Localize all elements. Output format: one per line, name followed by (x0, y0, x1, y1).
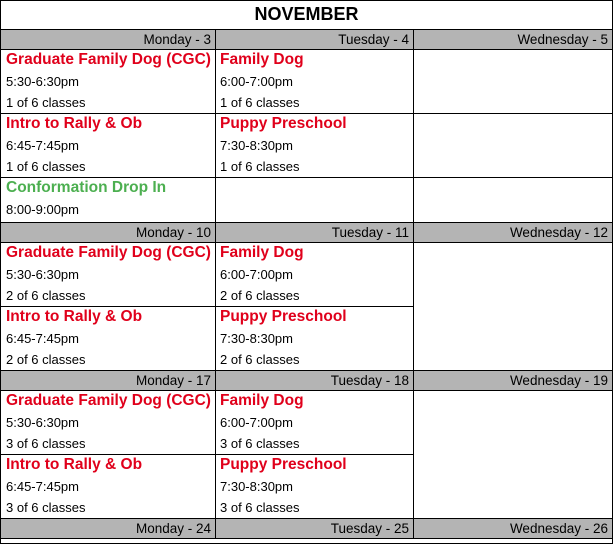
class-entry (215, 390, 413, 454)
class-entry (1, 390, 215, 454)
class-name: Intro to Rally & Ob (6, 308, 143, 325)
class-entry (215, 49, 413, 113)
class-entry (215, 113, 413, 177)
grid-line (215, 29, 216, 49)
grid-line (413, 370, 414, 390)
class-count: 3 of 6 classes (6, 436, 86, 451)
class-count: 2 of 6 classes (220, 288, 300, 303)
grid-line (215, 222, 216, 242)
class-count: 3 of 6 classes (220, 436, 300, 451)
class-count: 2 of 6 classes (6, 288, 86, 303)
grid-line (0, 538, 613, 539)
class-entry (215, 454, 413, 518)
grid-line (215, 390, 216, 518)
class-time: 5:30-6:30pm (6, 267, 79, 282)
class-time: 5:30-6:30pm (6, 415, 79, 430)
class-time: 7:30-8:30pm (220, 479, 293, 494)
class-name: Graduate Family Dog (CGC) (6, 244, 211, 261)
class-time: 5:30-6:30pm (6, 74, 79, 89)
grid-line (215, 177, 216, 222)
class-count: 3 of 6 classes (220, 500, 300, 515)
class-time: 6:00-7:00pm (220, 415, 293, 430)
class-count: 1 of 6 classes (6, 95, 86, 110)
day-header: Wednesday - 19 (509, 373, 608, 388)
class-entry (215, 306, 413, 370)
grid-line (215, 518, 216, 538)
day-header: Wednesday - 26 (509, 521, 608, 536)
day-header: Monday - 10 (135, 225, 211, 240)
class-time: 6:00-7:00pm (220, 267, 293, 282)
class-count: 2 of 6 classes (6, 352, 86, 367)
class-time: 7:30-8:30pm (220, 138, 293, 153)
class-name: Family Dog (220, 51, 304, 68)
day-header: Monday - 17 (135, 373, 211, 388)
grid-line (413, 29, 414, 49)
grid-line (413, 222, 414, 242)
class-name: Graduate Family Dog (CGC) (6, 392, 211, 409)
class-time: 6:00-7:00pm (220, 74, 293, 89)
class-entry (1, 177, 215, 222)
class-count: 2 of 6 classes (220, 352, 300, 367)
class-name: Conformation Drop In (6, 179, 167, 196)
class-name: Puppy Preschool (220, 308, 347, 325)
class-count: 1 of 6 classes (220, 95, 300, 110)
class-name: Family Dog (220, 244, 304, 261)
day-header: Tuesday - 11 (331, 225, 409, 240)
grid-line (215, 370, 216, 390)
class-name: Puppy Preschool (220, 115, 347, 132)
grid-line (413, 242, 414, 370)
day-header: Wednesday - 5 (517, 32, 608, 47)
class-time: 6:45-7:45pm (6, 479, 79, 494)
day-header: Monday - 24 (135, 521, 211, 536)
class-entry (1, 113, 215, 177)
grid-line (413, 49, 414, 222)
grid-line (0, 0, 613, 1)
class-name: Puppy Preschool (220, 456, 347, 473)
class-count: 1 of 6 classes (6, 159, 86, 174)
class-entry (215, 242, 413, 306)
class-entry (1, 306, 215, 370)
class-time: 8:00-9:00pm (6, 202, 79, 217)
grid-line (215, 242, 216, 370)
class-time: 7:30-8:30pm (220, 331, 293, 346)
class-name: Intro to Rally & Ob (6, 456, 143, 473)
class-entry (1, 49, 215, 113)
class-name: Intro to Rally & Ob (6, 115, 143, 132)
class-count: 3 of 6 classes (6, 500, 86, 515)
day-header: Monday - 3 (143, 32, 211, 47)
class-entry (1, 242, 215, 306)
day-header: Tuesday - 4 (338, 32, 409, 47)
grid-line (413, 390, 414, 518)
grid-line (413, 518, 414, 538)
day-header: Tuesday - 18 (330, 373, 409, 388)
month-title: NOVEMBER (254, 4, 359, 24)
day-header: Wednesday - 12 (509, 225, 608, 240)
class-entry (1, 454, 215, 518)
class-count: 1 of 6 classes (220, 159, 300, 174)
class-time: 6:45-7:45pm (6, 331, 79, 346)
day-header: Tuesday - 25 (330, 521, 409, 536)
grid-line (215, 49, 216, 177)
class-time: 6:45-7:45pm (6, 138, 79, 153)
class-name: Family Dog (220, 392, 304, 409)
class-name: Graduate Family Dog (CGC) (6, 51, 211, 68)
